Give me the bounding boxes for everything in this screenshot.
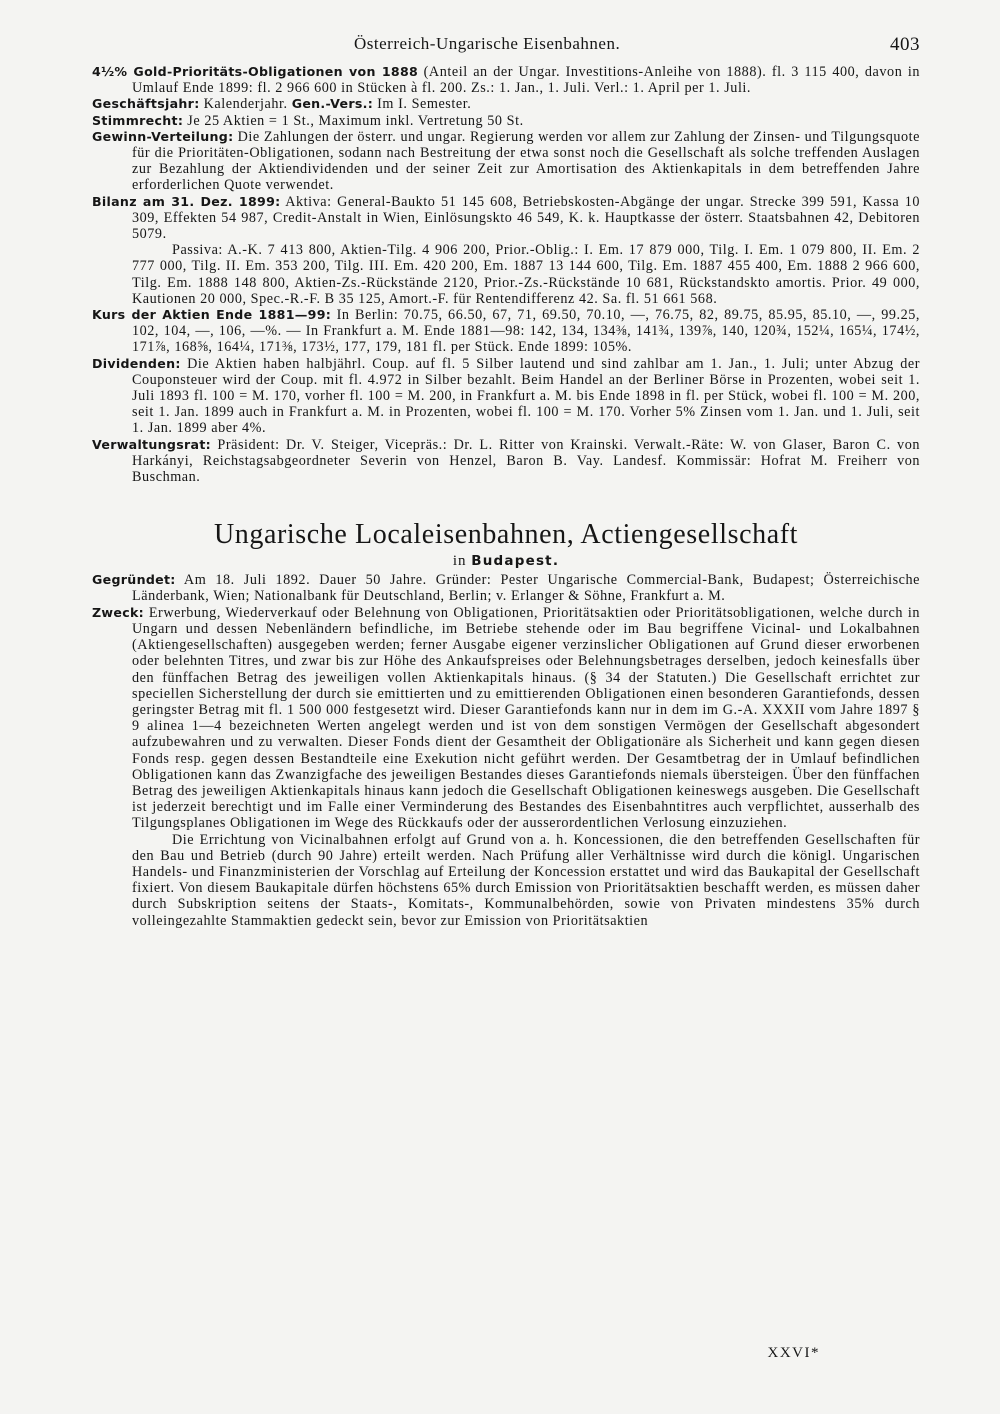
entry-label: Stimmrecht: — [92, 112, 184, 128]
section-hungarian-local-railways — [92, 519, 920, 928]
entry-label-general-meeting: Gen.-Vers.: — [291, 96, 374, 112]
entry-label: Gegründet: — [92, 572, 176, 588]
entry-text: Je 25 Aktien = 1 St., Maximum inkl. Vertretung 50 St. — [183, 112, 524, 129]
entry-supervisory-board — [92, 437, 920, 486]
entry-gold-priority-obligations — [92, 64, 920, 96]
entry-label: Gewinn-Verteilung: — [92, 128, 234, 144]
entry-label: Zweck: — [92, 604, 144, 620]
entry-text: Präsident: Dr. V. Steiger, Vicepräs.: Dr. L. Ritter von Krainski. Verwalt.-Räte: W. von Glaser, Baron C. von Harkányi, Reichstagsabgeordneter Severin von Henzel, Baron B. Vay. Landesf. Kommissär: Hofrat M. Freiherr von Buschman. — [132, 436, 920, 486]
entry-text-general-meeting: Im I. Semester. — [373, 96, 472, 113]
running-head-title: Österreich-Ungarische Eisenbahnen. — [354, 34, 621, 53]
entry-text: Die Aktien haben halbjährl. Coup. auf fl. 5 Silber lautend und sind zahlbar am 1. Jan., 1. Juli; unter Abzug der Couponsteuer wird der Coup. mit fl. 4.972 in Silber bezahlt. Beim Handel an der Berliner Börse in Prozenten, wobei seit 1. Juli 1893 fl. 100 = M. 170, vorher fl. 100 = M. 200, in Frankfurt a. M. bis Ende 1898 in fl. per Stück, wobei fl. 100 = M. 200, seit 1. Jan. 1899 auch in Frankfurt a. M. in Prozenten, wobei fl. 100 = M. 170. Vorher 5% Zinsen vom 1. Jan. und 1. Juli, seit 1. Jan. 1899 aber 4%. — [132, 355, 920, 437]
entry-label: 4½% Gold-Prioritäts-Obligationen von 1888 — [92, 64, 419, 79]
purpose-continuation: Die Errichtung von Vicinalbahnen erfolgt auf Grund von a. h. Koncessionen, die den betreffenden Gesellschaften für den Bau und Betrieb (durch 90 Jahre) erteilt werden. Nach Prüfung aller Verhältnisse wird durch die königl. Ungarischen Handels- und Finanzministerien der Vorschlag auf Erteilung der Koncession erstattet und wird das Baukapital der Gesellschaft fixiert. Von diesem Baukapitale dürfen höchstens 65% durch Emission von Prioritätsaktien beschafft werden, es müssen daher durch Subskription seitens der Staats-, Komitats-, Kommunalbehörden, sowie von Privaten mindestens 35% durch volleingezahlte Stammaktien gedeckt sein, bevor zur Emission von Prioritätsaktien — [132, 831, 920, 929]
entry-label: Geschäftsjahr: — [92, 96, 200, 112]
entry-balance-sheet — [92, 194, 920, 243]
entry-text: Aktiva: General-Baukto 51 145 608, Betriebskosten-Abgänge der ungar. Strecke 399 591, Kassa 10 309, Effekten 54 987, Credit-Anstalt in Wien, Einlösungskto 46 549, K. k. Hauptkasse der österr. Staatsbahnen 42, Debitoren 5079. — [132, 193, 920, 243]
entry-text: Kalenderjahr. — [199, 96, 292, 113]
entry-text: Am 18. Juli 1892. Dauer 50 Jahre. Gründer: Pester Ungarische Commercial-Bank, Budapest; Österreichische Länderbank, Wien; Nationalbank für Deutschland, Berlin; v. Erlanger & Söhne, Frankfurt a. M. — [132, 572, 920, 605]
entry-label: Kurs der Aktien Ende 1881—99: — [92, 307, 332, 323]
entry-text: (Anteil an der Ungar. Investitions-Anleihe von 1888). fl. 3 115 400, davon in Umlauf Ende 1899: fl. 2 966 600 in Stücken à fl. 200. Zs.: 1. Jan., 1. Juli. Verl.: 1. April per 1. Juli. — [132, 64, 920, 97]
signature-mark: XXVI* — [767, 1345, 820, 1361]
entry-voting-right — [92, 113, 920, 129]
entry-founded — [92, 572, 920, 604]
balance-liabilities: Passiva: A.-K. 7 413 800, Aktien-Tilg. 4 906 200, Prior.-Oblig.: I. Em. 17 879 000, Tilg. I. Em. 1 079 800, II. Em. 2 777 000, Tilg. II. Em. 353 200, Tilg. III. Em. 420 200, Em. 1887 13 144 600, Tilg. Em. 1887 455 400, Em. 1888 2 966 600, Tilg. Em. 1888 148 800, Aktien-Zs.-Rückstände 2120, Prior.-Zs.-Rückstände 10 681, Rückstandskto amortis. Prior. 49 000, Kautionen 20 000, Spec.-R.-F. B 35 125, Amort.-F. für Rentendifferenz 42. Sa. fl. 51 661 568. — [132, 242, 920, 307]
running-head — [132, 34, 920, 64]
entry-purpose — [92, 605, 920, 832]
entry-label: Verwaltungsrat: — [92, 436, 211, 452]
page-number: 403 — [890, 34, 920, 55]
entry-label: Bilanz am 31. Dez. 1899: — [92, 193, 281, 209]
entry-dividends — [92, 356, 920, 437]
entry-profit-distribution — [92, 129, 920, 194]
entry-text: Erwerbung, Wiederverkauf oder Belehnung von Obligationen, Prioritätsaktien oder Prioritätsobligationen, welche durch in Ungarn und dessen Nebenländern befindliche, im Betriebe stehende oder im Bau begriffene Vicinal- und Lokalbahnen (Aktiengesellschaften) ausgegeben werden; ferner Ausgabe eigener verzinslicher Obligationen auf Grund dieser erworbenen oder belehnten Titres, und zwar bis zur Höhe des Ankaufspreises oder Belehnungsbetrages derselben, jedoch keinesfalls über den fünffachen Betrag des jeweiligen vollen Aktienkapitals hinaus. (§ 34 der Statuten.) Die Gesellschaft errichtet zur speciellen Sicherstellung der durch sie emittierten und zu emittierenden Obligationen einen besonderen Garantiefonds, dessen geringster Betrag mit fl. 1 500 000 festgesetzt wird. Dieser Garantiefonds kann nur in dem im G.-A. XXXII vom Jahre 1897 § 9 alinea 1—4 bezeichneten Werten angelegt werden und ist von dem sonstigen Vermögen der Gesellschaft abgesondert aufzubewahren und zu verwalten. Dieser Fonds dient der Gesamtheit der Obligationäre als Sicherheit und kann gegen diesen Fonds resp. gegen dessen Bestandteile eine Exekution nicht geführt werden. Der Gesamtbetrag der in Umlauf befindlichen Obligationen kann das Zwanzigfache des jeweiligen Bestandes dieses Garantiefonds niemals übersteigen. Über den fünffachen Betrag des jeweiligen Aktienkapitals hinaus kann jedoch die Gesellschaft Obligationen keineswegs ausgeben. Die Gesellschaft ist jederzeit berechtigt und im Falle einer Verminderung des Bestandes des Eisenbahntitres auch verpflichtet, ausserhalb des Tilgungsplanes Obligationen im Wege des Rückkaufs oder der ausserordentlichen Verlosung einzuziehen. — [132, 604, 920, 832]
entry-fiscal-year — [92, 96, 920, 112]
company-location — [92, 553, 920, 570]
entry-text: Die Zahlungen der österr. und ungar. Regierung werden vor allem zur Zahlung der Zinsen- und Tilgungsquote für die Prioritäten-Obligationen, sodann nach Bestreitung der etwa sonst noch die Gesellschaft als solche treffenden Auslagen zur Bezahlung der Aktiendividenden und der seiner Zeit zur Amortisation des Aktienkapitals in dem betreffenden Jahre erforderlichen Quote verwendet. — [132, 128, 920, 194]
entry-label: Dividenden: — [92, 355, 181, 371]
company-location-prefix: in — [452, 553, 472, 570]
company-city: Budapest. — [471, 553, 560, 570]
entry-text: In Berlin: 70.75, 66.50, 67, 71, 69.50, 70.10, —, 76.75, 82, 89.75, 85.95, 85.10, —, 99.25, 102, 104, —, 106, —%. — In Frankfurt a. M. Ende 1881—98: 142, 134, 134⅜, 141¾, 139⅞, 140, 120¾, 152¼, 165¼, 174½, 171⅞, 168⅝, 164¼, 171⅜, 173½, 177, 179, 181 fl. per Stück. Ende 1899: 105%. — [132, 307, 920, 356]
company-title: Ungarische Localeisenbahnen, Actiengesellschaft — [213, 519, 799, 551]
entry-share-price — [92, 307, 920, 356]
section-austro-hungarian-railways — [92, 64, 920, 485]
